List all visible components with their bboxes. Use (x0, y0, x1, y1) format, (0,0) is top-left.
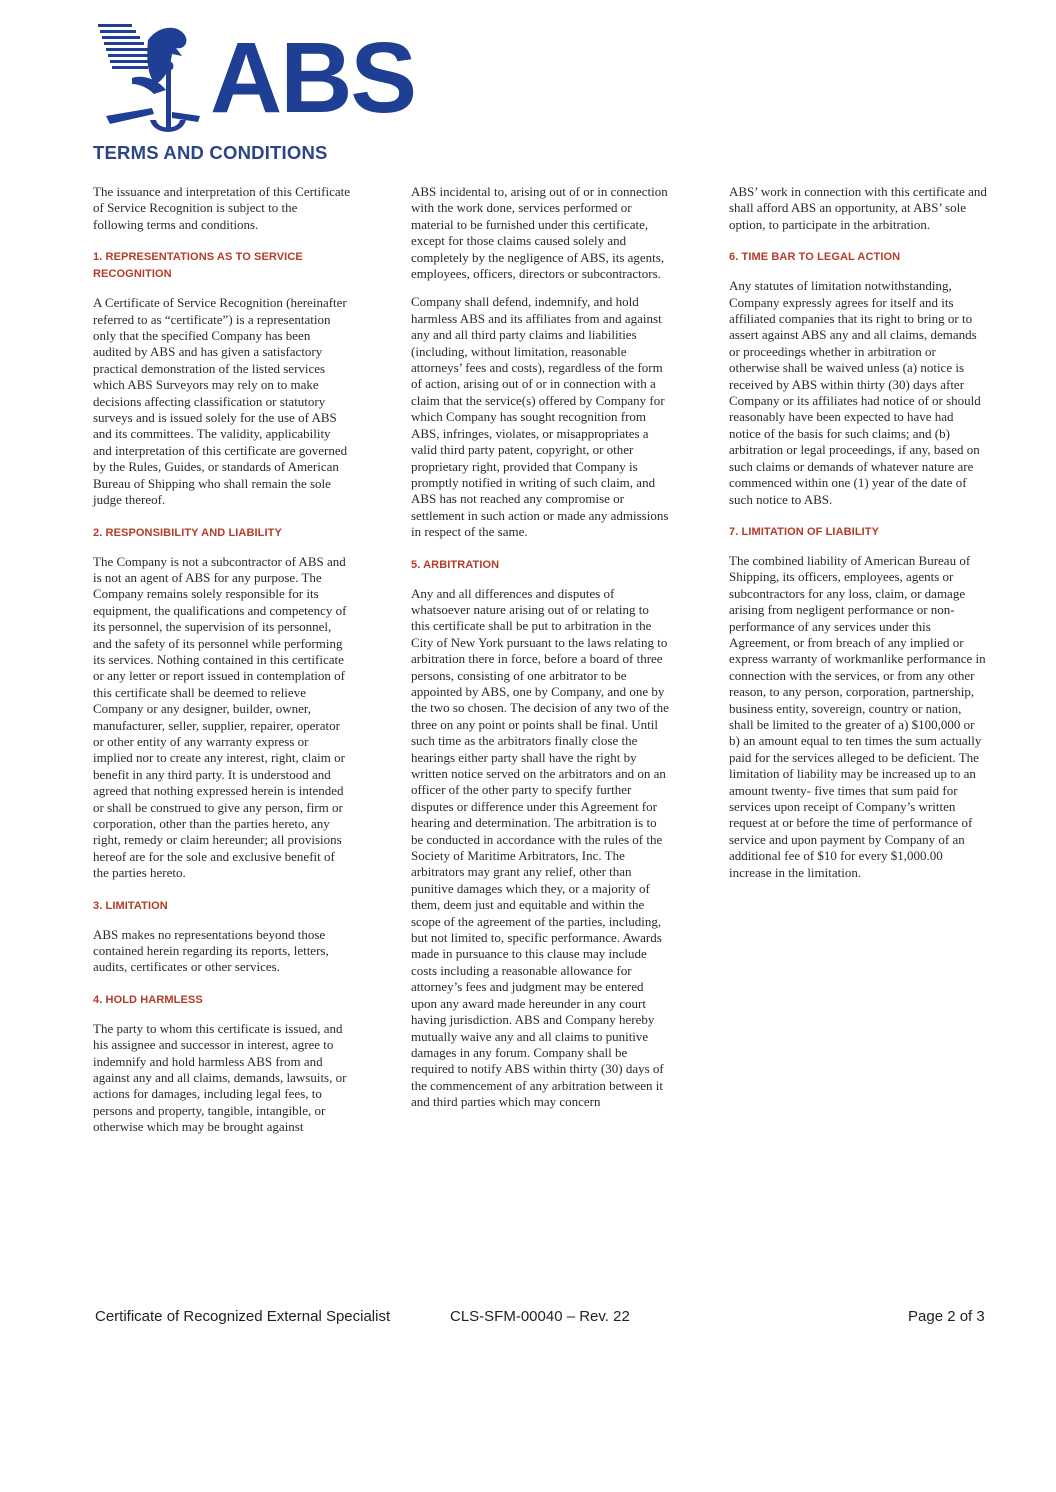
section-4-body-para2: Company shall defend, indemnify, and hold harmless ABS and its affiliates from and against any and all third party claims and liabilities (including, without limitation, reasonable attorneys’ fees and costs), regardless of the form of action, arising out of or in connection with a claim that the service(s) offered by Company for which Company has sought recognition from ABS, infringes, violates, or misappropriates a valid third party patent, copyright, or other proprietary right, provided that Company is promptly notified in writing of such claim, and ABS has not reached any compromise or settlement in such action or made any admissions in respect of the same. (411, 294, 669, 540)
column-3 (729, 184, 987, 893)
section-1-heading: 1. REPRESENTATIONS AS TO SERVICE RECOGNITION (93, 251, 303, 281)
footer-doc-code: CLS-SFM-00040 – Rev. 22 (450, 1308, 630, 1325)
column-2 (411, 184, 669, 1123)
footer-page-number: Page 2 of 3 (908, 1308, 985, 1325)
footer-doc-name: Certificate of Recognized External Specialist (95, 1308, 391, 1325)
column-1 (93, 184, 351, 1148)
eagle-emblem-icon (92, 20, 222, 148)
section-5-body-part2: ABS’ work in connection with this certificate and shall afford ABS an opportunity, at ABS’ sole option, to participate in the arbitration. (729, 184, 987, 232)
section-3-body: ABS makes no representations beyond those contained herein regarding its reports, letters, audits, certificates or other services. (93, 926, 329, 975)
section-4-body-part1: The party to whom this certificate is issued, and his assignee and successor in interest, agree to indemnify and hold harmless ABS from and against any and all claims, demands, lawsuits, or actions for damages, including legal fees, to persons and property, tangible, intangible, or otherwise which may be brought against (93, 1020, 347, 1135)
section-5-body-part1: Any and all differences and disputes of whatsoever nature arising out of or relating to this certificate shall be put to arbitration in the City of New York pursuant to the laws relating to arbitration there in force, before a board of three persons, consisting of one arbitrator to be appointed by ABS, one by Company, and one by the two so chosen. The decision of any two of the three on any point or points shall be final. Until such time as the arbitrators finally close the hearings either party shall have the right by written notice served on the arbitrators and on an officer of the other party to specify further disputes or difference under this Agreement for hearing and determination. The arbitration is to be conducted in accordance with the rules of the Society of Maritime Arbitrators, Inc. The arbitrators may grant any relief, other than punitive damages which they, or a majority of them, deem just and equitable and within the scope of the agreement of the parties, including, but not limited to, specific performance. Awards made in pursuance to this clause may include costs including a reasonable allowance for attorney’s fees and judgment may be entered upon any award made hereunder in any court having jurisdiction. ABS and Company hereby mutually waive any and all claims to punitive damages in any forum. Company shall be required to notify ABS within thirty (30) days of the commencement of any arbitration between it and third parties which may concern (411, 585, 669, 1110)
section-5-heading: 5. ARBITRATION (411, 558, 500, 571)
abs-logo (92, 20, 416, 148)
section-3-heading: 3. LIMITATION (93, 899, 168, 912)
section-4-body-part2: ABS incidental to, arising out of or in connection with the work done, services performed or material to be furnished under this certificate, except for those claims caused solely and completely by the negligence of ABS, its agents, employees, officers, directors or subcontractors. (411, 184, 668, 282)
section-6-heading: 6. TIME BAR TO LEGAL ACTION (729, 251, 901, 264)
section-2-heading: 2. RESPONSIBILITY AND LIABILITY (93, 526, 282, 539)
section-4-heading: 4. HOLD HARMLESS (93, 993, 203, 1006)
section-7-body: The combined liability of American Bureau of Shipping, its officers, employees, agents or subcontractors for any loss, claim, or damage arising from negligent performance or non-performance of any services under this Agreement, or from breach of any implied or express warranty of workmanlike performance in connection with the services, or from any other reason, to any person, corporation, partnership, business entity, sovereign, country or nation, shall be limited to the greater of a) $100,000 or b) an amount equal to ten times the sum actually paid for the services alleged to be deficient. The limitation of liability may be increased up to an amount twenty- five times that sum paid for services upon receipt of Company’s written request at or before the time of performance of service and upon payment by Company of an additional fee of $10 for every $1,000.00 increase in the limitation. (729, 552, 986, 880)
logo-wordmark: ABS (210, 22, 416, 134)
section-1-body: A Certificate of Service Recognition (hereinafter referred to as “certificate”) is a representation only that the specified Company has been audited by ABS and has given a satisfactory practical demonstration of the listed services which ABS Surveyors may rely on to make decisions affecting classification or statutory surveys and is issued solely for the use of ABS and its committees. The validity, applicability and interpretation of this certificate are governed by the Rules, Guides, or standards of American Bureau of Shipping who shall remain the sole judge thereof. (93, 295, 348, 508)
section-7-heading: 7. LIMITATION OF LIABILITY (729, 525, 880, 538)
section-6-body: Any statutes of limitation notwithstanding, Company expressly agrees for itself and its affiliated companies that its right to bring or to assert against ABS any and all claims, demands or proceedings whether in arbitration or otherwise shall be waived unless (a) notice is received by ABS within thirty (30) days after Company or its affiliates had notice of or should reasonably have been expected to have had notice of the basis for such claims; and (b) arbitration or legal proceedings, if any, based on such claims or demands of whatever nature are commenced within one (1) year of the date of such notice to ABS. (729, 278, 981, 507)
intro-paragraph: The issuance and interpretation of this Certificate of Service Recognition is subject to the following terms and conditions. (93, 184, 351, 232)
page-title: TERMS AND CONDITIONS (93, 142, 328, 163)
section-2-body: The Company is not a subcontractor of ABS and is not an agent of ABS for any purpose. The Company remains solely responsible for its equipment, the qualifications and competency of its personnel, the supervision of its personnel, and the safety of its personnel while performing its services. Nothing contained in this certificate or any letter or report issued in contemplation of this certificate shall be deemed to relieve Company or any designer, builder, owner, manufacturer, seller, supplier, repairer, operator or other entity of any warranty express or implied nor to create any interest, right, claim or benefit in any third party. It is understood and agreed that nothing expressed herein is intended or shall be construed to give any person, firm or corporation, other than the parties hereto, any right, remedy or claim hereunder; all provisions hereof are for the sole and exclusive benefit of the parties hereto. (93, 553, 347, 881)
